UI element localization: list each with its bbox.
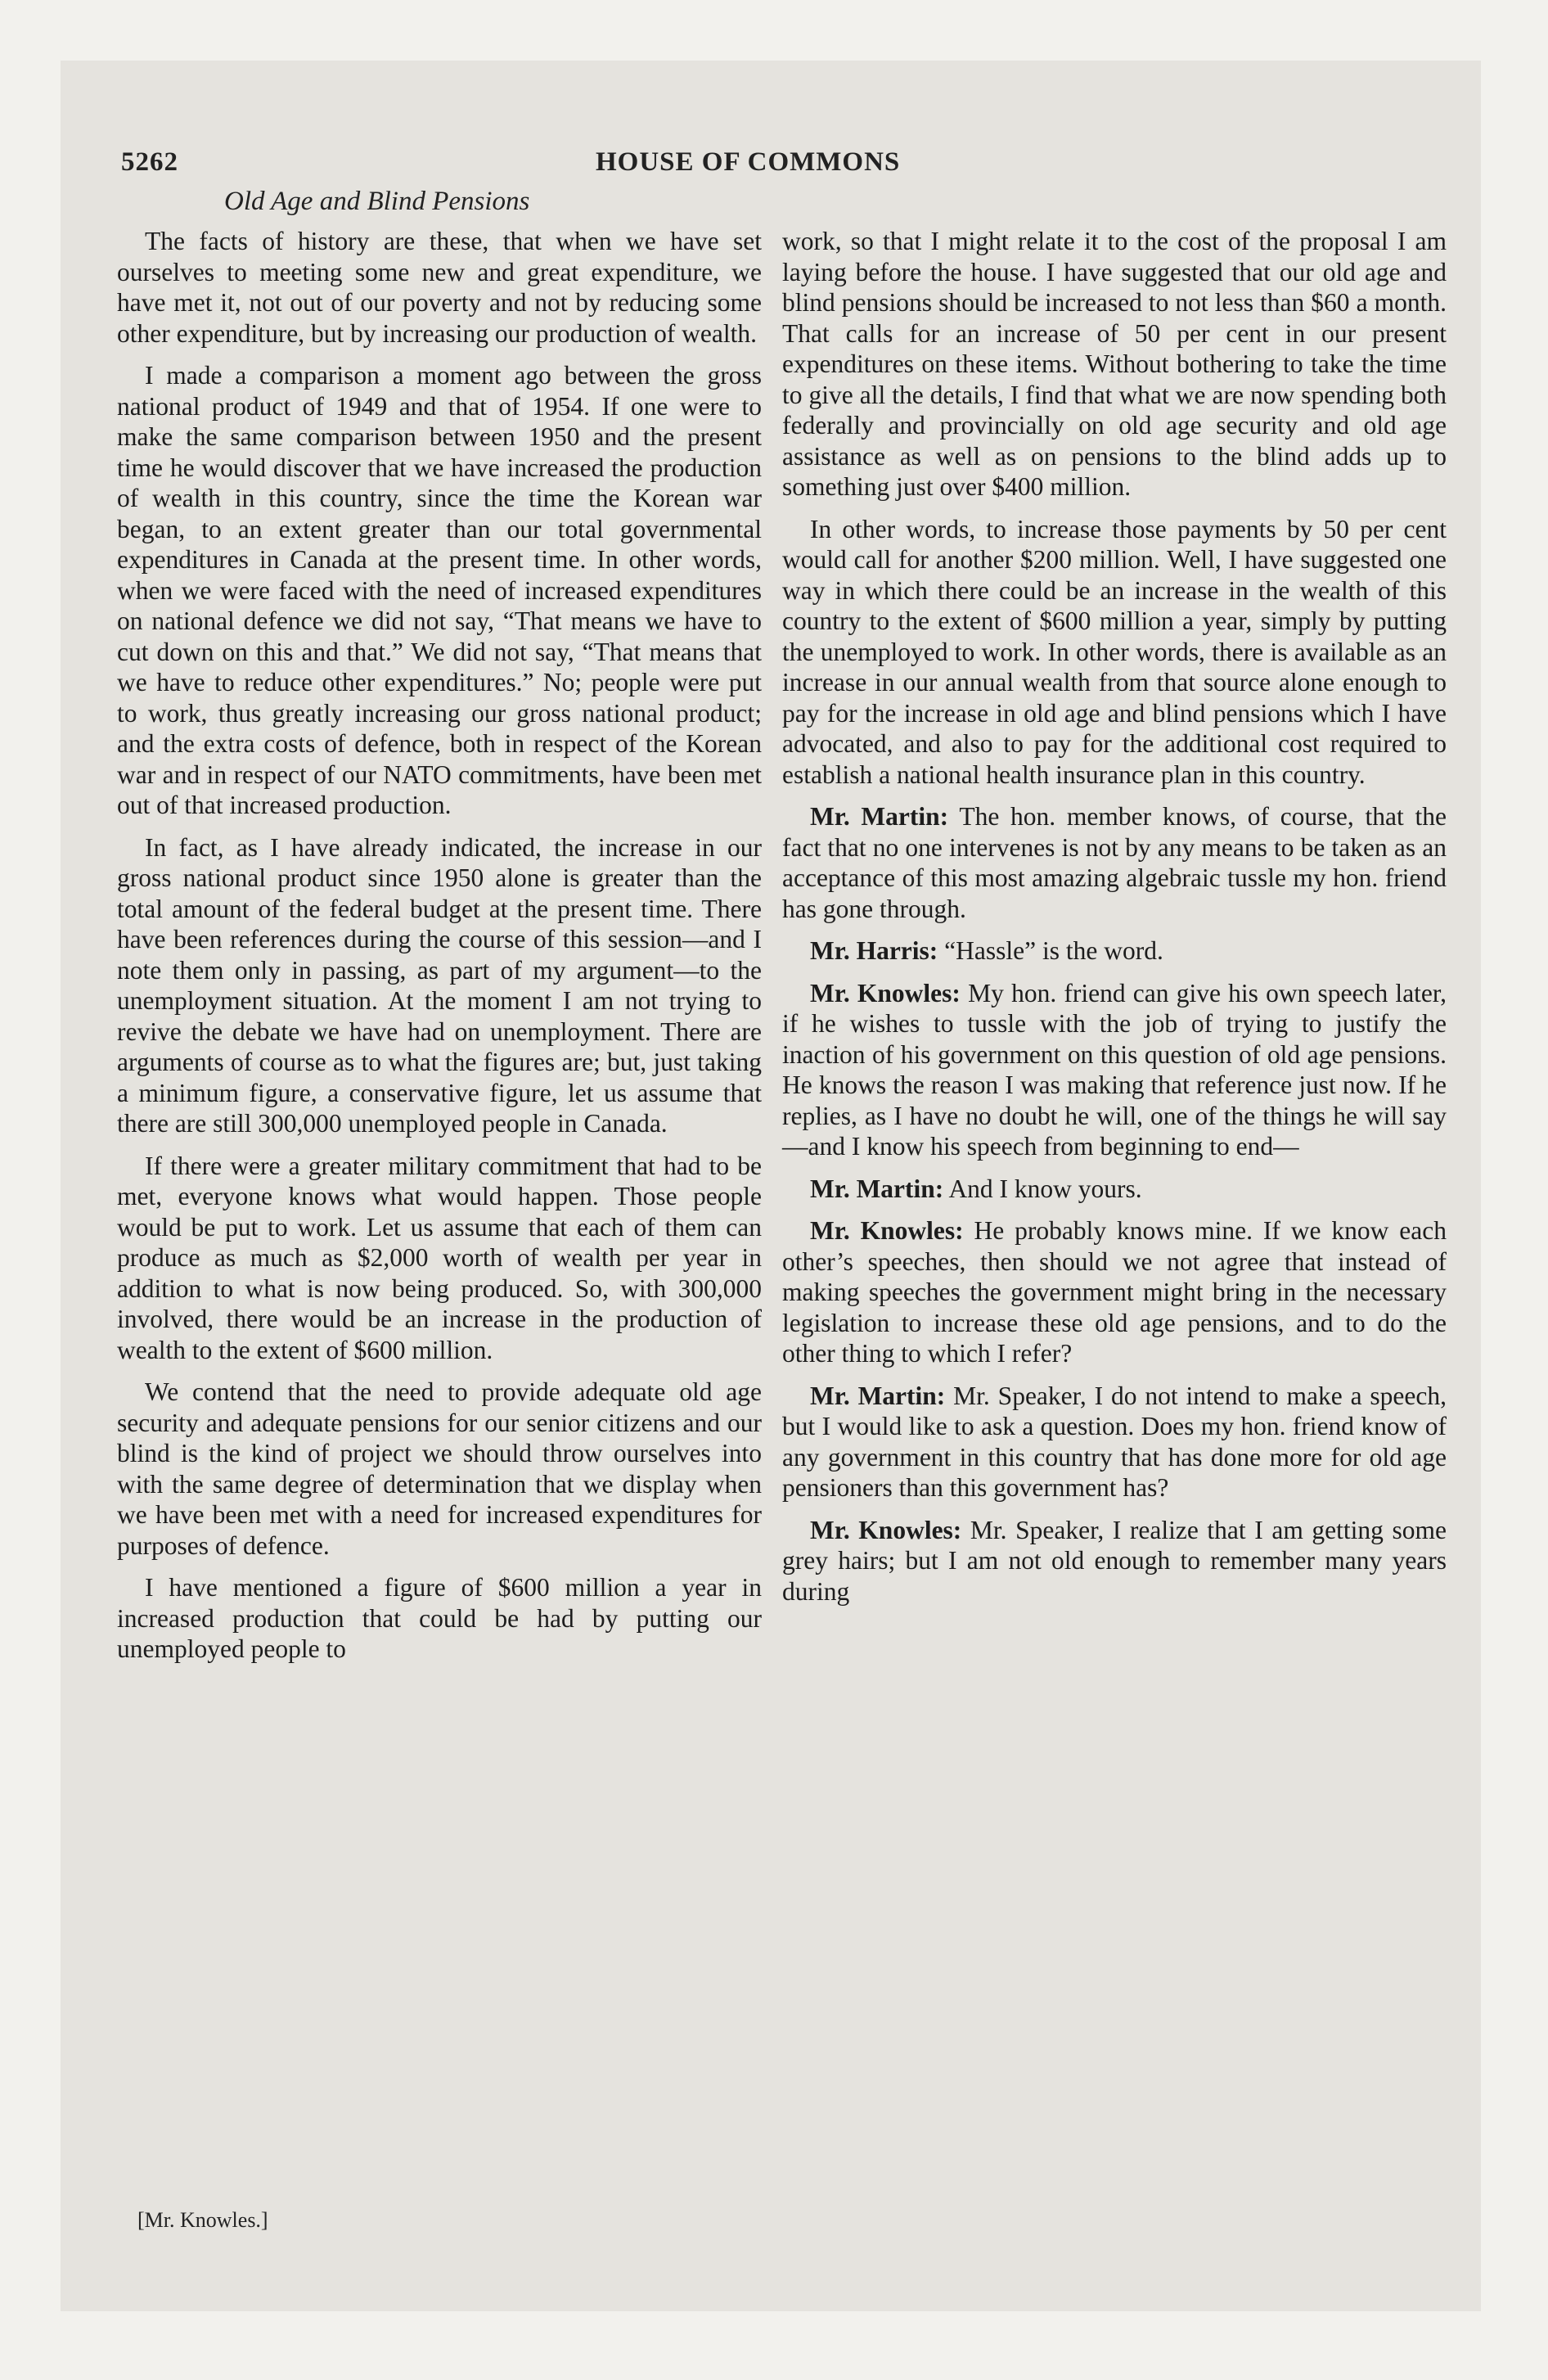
speech-entry bbox=[782, 1174, 1447, 1205]
speaker-name: Mr. Martin: bbox=[810, 1174, 944, 1203]
speech-entry bbox=[782, 1515, 1447, 1607]
speaker-name: Mr. Knowles: bbox=[810, 1216, 964, 1245]
speech-text: “Hassle” is the word. bbox=[944, 936, 1163, 965]
speech-text: The hon. member knows, of course, that the fact that no one intervenes is not by any means to be taken as an acceptance of this most amazing algebraic tussle my hon. friend has gone through. bbox=[782, 802, 1447, 923]
paragraph-continued: work, so that I might relate it to the cost of the proposal I am laying before the house. I have suggested that our old age and blind pensions should be increased to not less than $60 a month. That calls for an increase of 50 per cent in our present expenditures on these items. Without bothering to take the time to give all the details, I find that what we are now spending both federally and provincially on old age security and old age assistance as well as on pensions to the blind adds up to something just over $400 million. bbox=[782, 227, 1447, 501]
paragraph: If there were a greater military commitment that had to be met, everyone knows what would happen. Those people would be put to work. Let us assume that each of them can produce as much as $2,000 worth of wealth per year in addition to what is now being produced. So, with 300,000 involved, there would be an increase in the production of wealth to the extent of $600 million. bbox=[117, 1151, 762, 1364]
speech-entry bbox=[782, 1381, 1447, 1503]
speech-text: My hon. friend can give his own speech later, if he wishes to tussle with the job of trying to justify the inaction of his government on this question of old age pensions. He knows the reason I was making that reference just now. If he replies, as I have no doubt he will, one of the things he will say—and I know his speech from beginning to end— bbox=[782, 978, 1447, 1161]
paragraph: The facts of history are these, that when we have set ourselves to meeting some new and great expenditure, we have met it, not out of our poverty and not by reducing some other expenditure, but by increasing our production of wealth. bbox=[117, 227, 762, 348]
speaker-name: Mr. Martin: bbox=[810, 802, 949, 831]
speaker-name: Mr. Harris: bbox=[810, 936, 938, 965]
speech-text: And I know yours. bbox=[948, 1174, 1142, 1203]
publication-title: HOUSE OF COMMONS bbox=[596, 147, 901, 177]
paragraph: We contend that the need to provide adequate old age security and adequate pensions for our senior citizens and our blind is the kind of project we should throw ourselves into with the same degree of determination that we display when we have been met with a need for increased expenditures for purposes of defence. bbox=[117, 1377, 762, 1560]
speaker-name: Mr. Knowles: bbox=[810, 1515, 962, 1544]
page-number: 5262 bbox=[121, 147, 178, 177]
subject-heading: Old Age and Blind Pensions bbox=[224, 187, 530, 216]
left-column bbox=[117, 226, 762, 1676]
speech-text: He probably knows mine. If we know each other’s speeches, then should we not agree that instead of making speeches the government might bring in the necessary legislation to increase these old age pensions, and to do the other thing to which I refer? bbox=[782, 1216, 1447, 1368]
speaker-name: Mr. Knowles: bbox=[810, 978, 961, 1007]
paragraph: I have mentioned a figure of $600 million a year in increased production that could be had by putting our unemployed people to bbox=[117, 1573, 762, 1663]
speech-entry bbox=[782, 801, 1447, 924]
speaker-footer-note: [Mr. Knowles.] bbox=[137, 2208, 268, 2232]
speech-entry bbox=[782, 978, 1447, 1162]
paragraph: In fact, as I have already indicated, the increase in our gross national product since 1950 alone is greater than the total amount of the federal budget at the present time. There have been references during the course of this session—and I note them only in passing, as part of my argument—to the unemployment situation. At the moment I am not trying to revive the debate we have had on unemployment. There are arguments of course as to what the figures are; but, just taking a minimum figure, a conservative figure, let us assume that there are still 300,000 unemployed people in Canada. bbox=[117, 832, 762, 1138]
running-head bbox=[121, 147, 939, 183]
speech-entry bbox=[782, 1215, 1447, 1369]
speech-text: Mr. Speaker, I realize that I am getting some grey hairs; but I am not old enough to remember many years during bbox=[782, 1515, 1447, 1606]
paragraph: In other words, to increase those payments by 50 per cent would call for another $200 million. Well, I have suggested one way in which there could be an increase in the wealth of this country to the extent of $600 million a year, simply by putting the unemployed to work. In other words, there is available as an increase in our annual wealth from that source alone enough to pay for the increase in old age and blind pensions which I have advocated, and also to pay for the additional cost required to establish a national health insurance plan in this country. bbox=[782, 514, 1447, 789]
right-column bbox=[782, 226, 1447, 1618]
speaker-name: Mr. Martin: bbox=[810, 1381, 946, 1410]
speech-text: Mr. Speaker, I do not intend to make a speech, but I would like to ask a question. Does my hon. friend know of any government in this country that has done more for old age pensioners than this government has? bbox=[782, 1381, 1447, 1502]
speech-entry bbox=[782, 935, 1447, 967]
paragraph: I made a comparison a moment ago between the gross national product of 1949 and that of 1954. If one were to make the same comparison between 1950 and the present time he would discover that we have increased the production of wealth in this country, since the time the Korean war began, to an extent greater than our total governmental expenditures in Canada at the present time. In other words, when we were faced with the need of increased expenditures on national defence we did not say, “That means we have to cut down on this and that.” We did not say, “That means that we have to reduce other expenditures.” No; people were put to work, thus greatly increasing our gross national product; and the extra costs of defence, both in respect of the Korean war and in respect of our NATO commitments, have been met out of that increased production. bbox=[117, 361, 762, 819]
